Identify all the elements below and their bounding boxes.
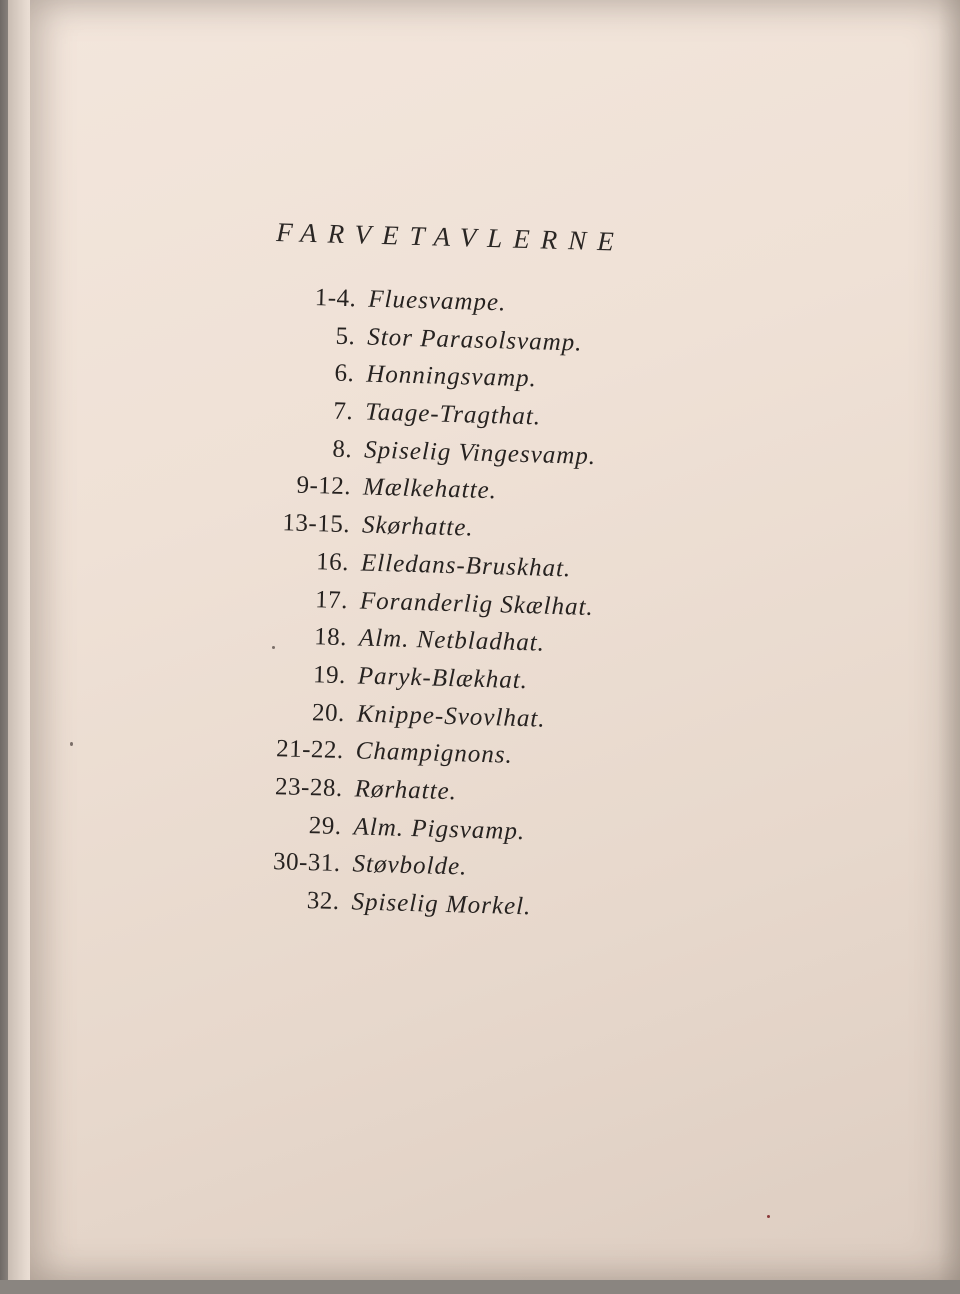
plate-number: 13-15.: [282, 509, 351, 539]
plate-name: Rørhatte.: [354, 775, 458, 806]
plate-number: 8.: [332, 435, 353, 463]
plate-number: 9-12.: [296, 472, 352, 501]
plate-name: Skørhatte.: [361, 511, 475, 542]
paper-speck: [272, 646, 275, 649]
plate-number: 32.: [306, 887, 340, 916]
plate-number: 30-31.: [272, 848, 341, 878]
paper-speck: [767, 1215, 770, 1218]
page-title: FARVETAVLERNE: [275, 217, 626, 257]
plate-name: Fluesvampe.: [367, 285, 507, 317]
plate-number: 23-28.: [274, 773, 344, 803]
plate-number: 6.: [334, 360, 355, 388]
plate-name: Støvbolde.: [352, 850, 468, 881]
plate-name: Alm. Netbladhat.: [358, 624, 546, 657]
plate-number: 16.: [315, 548, 350, 576]
plate-list: [251, 283, 689, 935]
plate-number: 19.: [312, 661, 347, 689]
plate-number: 29.: [308, 811, 343, 840]
plate-name: Taage-Tragthat.: [364, 398, 542, 431]
plate-name: Spiselig Morkel.: [351, 888, 532, 921]
plate-name: Paryk-Blækhat.: [357, 662, 529, 695]
plate-name: Alm. Pigsvamp.: [353, 813, 526, 845]
plate-number: 5.: [335, 322, 356, 350]
plate-name: Elledans-Bruskhat.: [360, 549, 572, 583]
paper-speck: [70, 742, 73, 746]
plate-number: 1-4.: [314, 284, 357, 313]
plate-name: Mælkehatte.: [362, 473, 498, 505]
plate-number: 7.: [333, 397, 354, 426]
plate-name: Honningsvamp.: [365, 360, 538, 393]
plate-name: Foranderlig Skælhat.: [359, 586, 595, 621]
plate-number: 21-22.: [275, 735, 345, 765]
plate-name: Champignons.: [355, 737, 514, 770]
plate-number: 18.: [313, 623, 348, 652]
plate-name: Stor Parasolsvamp.: [366, 323, 583, 357]
plate-number: 20.: [311, 698, 346, 727]
plate-number: 17.: [314, 585, 349, 614]
plate-name: Spiselig Vingesvamp.: [363, 436, 597, 470]
plate-name: Knippe-Svovlhat.: [356, 700, 546, 733]
